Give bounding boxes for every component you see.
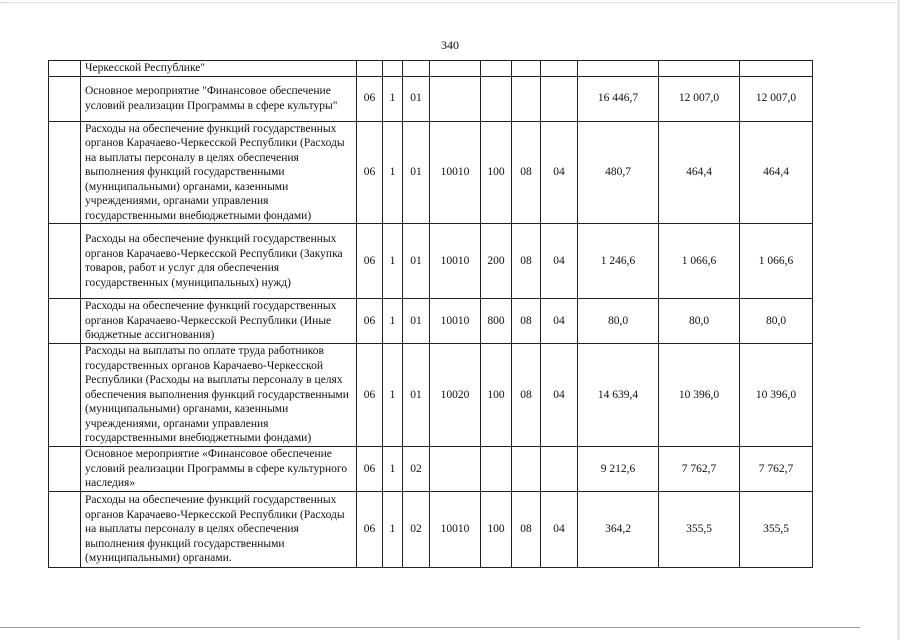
amount-year3-cell: 1 066,6 xyxy=(740,224,813,299)
amount-year2-cell: 80,0 xyxy=(659,299,740,344)
event-code-cell: 02 xyxy=(403,447,430,492)
direction-code-cell: 10020 xyxy=(430,344,481,447)
expense-type-cell: 100 xyxy=(481,121,512,224)
expense-name-cell: Расходы на обеспечение функций государственных органов Карачаево-Черкесской Республики (Расходы на выплаты персоналу в целях обеспечения выполнения функций государственными (муниципальными) органами, казенными учреждениями, органами управления государственными внебюджетными фондами) xyxy=(81,121,357,224)
direction-code-cell xyxy=(430,61,481,77)
event-code-cell: 01 xyxy=(403,344,430,447)
event-code-cell: 02 xyxy=(403,492,430,568)
amount-year2-cell: 7 762,7 xyxy=(659,447,740,492)
blank-cell xyxy=(49,224,81,299)
program-code-cell xyxy=(357,61,383,77)
amount-year1-cell: 1 246,6 xyxy=(578,224,659,299)
program-code-cell: 06 xyxy=(357,224,383,299)
program-code-cell: 06 xyxy=(357,447,383,492)
direction-code-cell xyxy=(430,447,481,492)
subprogram-code-cell: 1 xyxy=(383,344,403,447)
expense-type-cell xyxy=(481,447,512,492)
subprogram-code-cell xyxy=(383,61,403,77)
subsection-cell: 04 xyxy=(541,492,578,568)
section-cell: 08 xyxy=(512,224,541,299)
amount-year1-cell: 80,0 xyxy=(578,299,659,344)
section-cell xyxy=(512,76,541,121)
table-row xyxy=(49,61,813,77)
program-code-cell: 06 xyxy=(357,492,383,568)
blank-cell xyxy=(49,121,81,224)
section-cell xyxy=(512,61,541,77)
amount-year3-cell: 10 396,0 xyxy=(740,344,813,447)
subsection-cell xyxy=(541,447,578,492)
subsection-cell: 04 xyxy=(541,121,578,224)
expense-name-cell: Расходы на обеспечение функций государственных органов Карачаево-Черкесской Республики (Закупка товаров, работ и услуг для обеспечения государственных (муниципальных) нужд) xyxy=(81,224,357,299)
amount-year1-cell: 364,2 xyxy=(578,492,659,568)
amount-year3-cell: 355,5 xyxy=(740,492,813,568)
section-cell: 08 xyxy=(512,121,541,224)
blank-cell xyxy=(49,447,81,492)
event-code-cell: 01 xyxy=(403,121,430,224)
amount-year3-cell: 7 762,7 xyxy=(740,447,813,492)
subprogram-code-cell: 1 xyxy=(383,121,403,224)
expense-name-cell: Основное мероприятие "Финансовое обеспечение условий реализации Программы в сфере культуры" xyxy=(81,76,357,121)
amount-year3-cell: 12 007,0 xyxy=(740,76,813,121)
expense-type-cell: 200 xyxy=(481,224,512,299)
table-row xyxy=(49,76,813,121)
page-number: 340 xyxy=(441,38,459,52)
amount-year1-cell: 14 639,4 xyxy=(578,344,659,447)
amount-year2-cell: 12 007,0 xyxy=(659,76,740,121)
expense-name-cell: Основное мероприятие «Финансовое обеспечение условий реализации Программы в сфере культурного наследия» xyxy=(81,447,357,492)
amount-year2-cell: 1 066,6 xyxy=(659,224,740,299)
amount-year3-cell xyxy=(740,61,813,77)
event-code-cell: 01 xyxy=(403,299,430,344)
event-code-cell: 01 xyxy=(403,224,430,299)
subsection-cell: 04 xyxy=(541,224,578,299)
expense-name-cell: Расходы на выплаты по оплате труда работников государственных органов Карачаево-Черкесской Республики (Расходы на выплаты персоналу в целях обеспечения выполнения функций государственными (муниципальными) органами, казенными учреждениями, органами управления государственными внебюджетными фондами) xyxy=(81,344,357,447)
amount-year1-cell: 480,7 xyxy=(578,121,659,224)
program-code-cell: 06 xyxy=(357,344,383,447)
section-cell: 08 xyxy=(512,492,541,568)
direction-code-cell: 10010 xyxy=(430,224,481,299)
subsection-cell xyxy=(541,76,578,121)
expense-type-cell xyxy=(481,61,512,77)
amount-year1-cell: 16 446,7 xyxy=(578,76,659,121)
table-row xyxy=(49,121,813,224)
table-row xyxy=(49,447,813,492)
amount-year3-cell: 464,4 xyxy=(740,121,813,224)
table-body xyxy=(49,61,813,568)
blank-cell xyxy=(49,299,81,344)
table-row xyxy=(49,344,813,447)
blank-cell xyxy=(49,492,81,568)
table-row xyxy=(49,224,813,299)
expense-name-cell: Черкесской Республике" xyxy=(81,61,357,77)
amount-year2-cell: 10 396,0 xyxy=(659,344,740,447)
table-row xyxy=(49,299,813,344)
amount-year1-cell: 9 212,6 xyxy=(578,447,659,492)
amount-year2-cell: 355,5 xyxy=(659,492,740,568)
scan-artifact-top xyxy=(0,2,900,3)
amount-year3-cell: 80,0 xyxy=(740,299,813,344)
program-code-cell: 06 xyxy=(357,299,383,344)
direction-code-cell xyxy=(430,76,481,121)
direction-code-cell: 10010 xyxy=(430,299,481,344)
expense-name-cell: Расходы на обеспечение функций государственных органов Карачаево-Черкесской Республики (Иные бюджетные ассигнования) xyxy=(81,299,357,344)
blank-cell xyxy=(49,61,81,77)
subprogram-code-cell: 1 xyxy=(383,299,403,344)
amount-year2-cell xyxy=(659,61,740,77)
expense-type-cell xyxy=(481,76,512,121)
subprogram-code-cell: 1 xyxy=(383,224,403,299)
amount-year1-cell xyxy=(578,61,659,77)
expense-type-cell: 100 xyxy=(481,344,512,447)
subprogram-code-cell: 1 xyxy=(383,492,403,568)
section-cell xyxy=(512,447,541,492)
direction-code-cell: 10010 xyxy=(430,492,481,568)
budget-table xyxy=(48,60,813,568)
section-cell: 08 xyxy=(512,344,541,447)
subsection-cell: 04 xyxy=(541,344,578,447)
direction-code-cell: 10010 xyxy=(430,121,481,224)
event-code-cell: 01 xyxy=(403,76,430,121)
subsection-cell: 04 xyxy=(541,299,578,344)
blank-cell xyxy=(49,344,81,447)
subprogram-code-cell: 1 xyxy=(383,447,403,492)
expense-type-cell: 800 xyxy=(481,299,512,344)
scan-artifact-bottom xyxy=(0,627,860,628)
section-cell: 08 xyxy=(512,299,541,344)
expense-type-cell: 100 xyxy=(481,492,512,568)
program-code-cell: 06 xyxy=(357,121,383,224)
blank-cell xyxy=(49,76,81,121)
subsection-cell xyxy=(541,61,578,77)
event-code-cell xyxy=(403,61,430,77)
expense-name-cell: Расходы на обеспечение функций государственных органов Карачаево-Черкесской Республики (Расходы на выплаты персоналу в целях обеспечения выполнения функций государственными (муниципальными) органами. xyxy=(81,492,357,568)
subprogram-code-cell: 1 xyxy=(383,76,403,121)
program-code-cell: 06 xyxy=(357,76,383,121)
amount-year2-cell: 464,4 xyxy=(659,121,740,224)
table-row xyxy=(49,492,813,568)
